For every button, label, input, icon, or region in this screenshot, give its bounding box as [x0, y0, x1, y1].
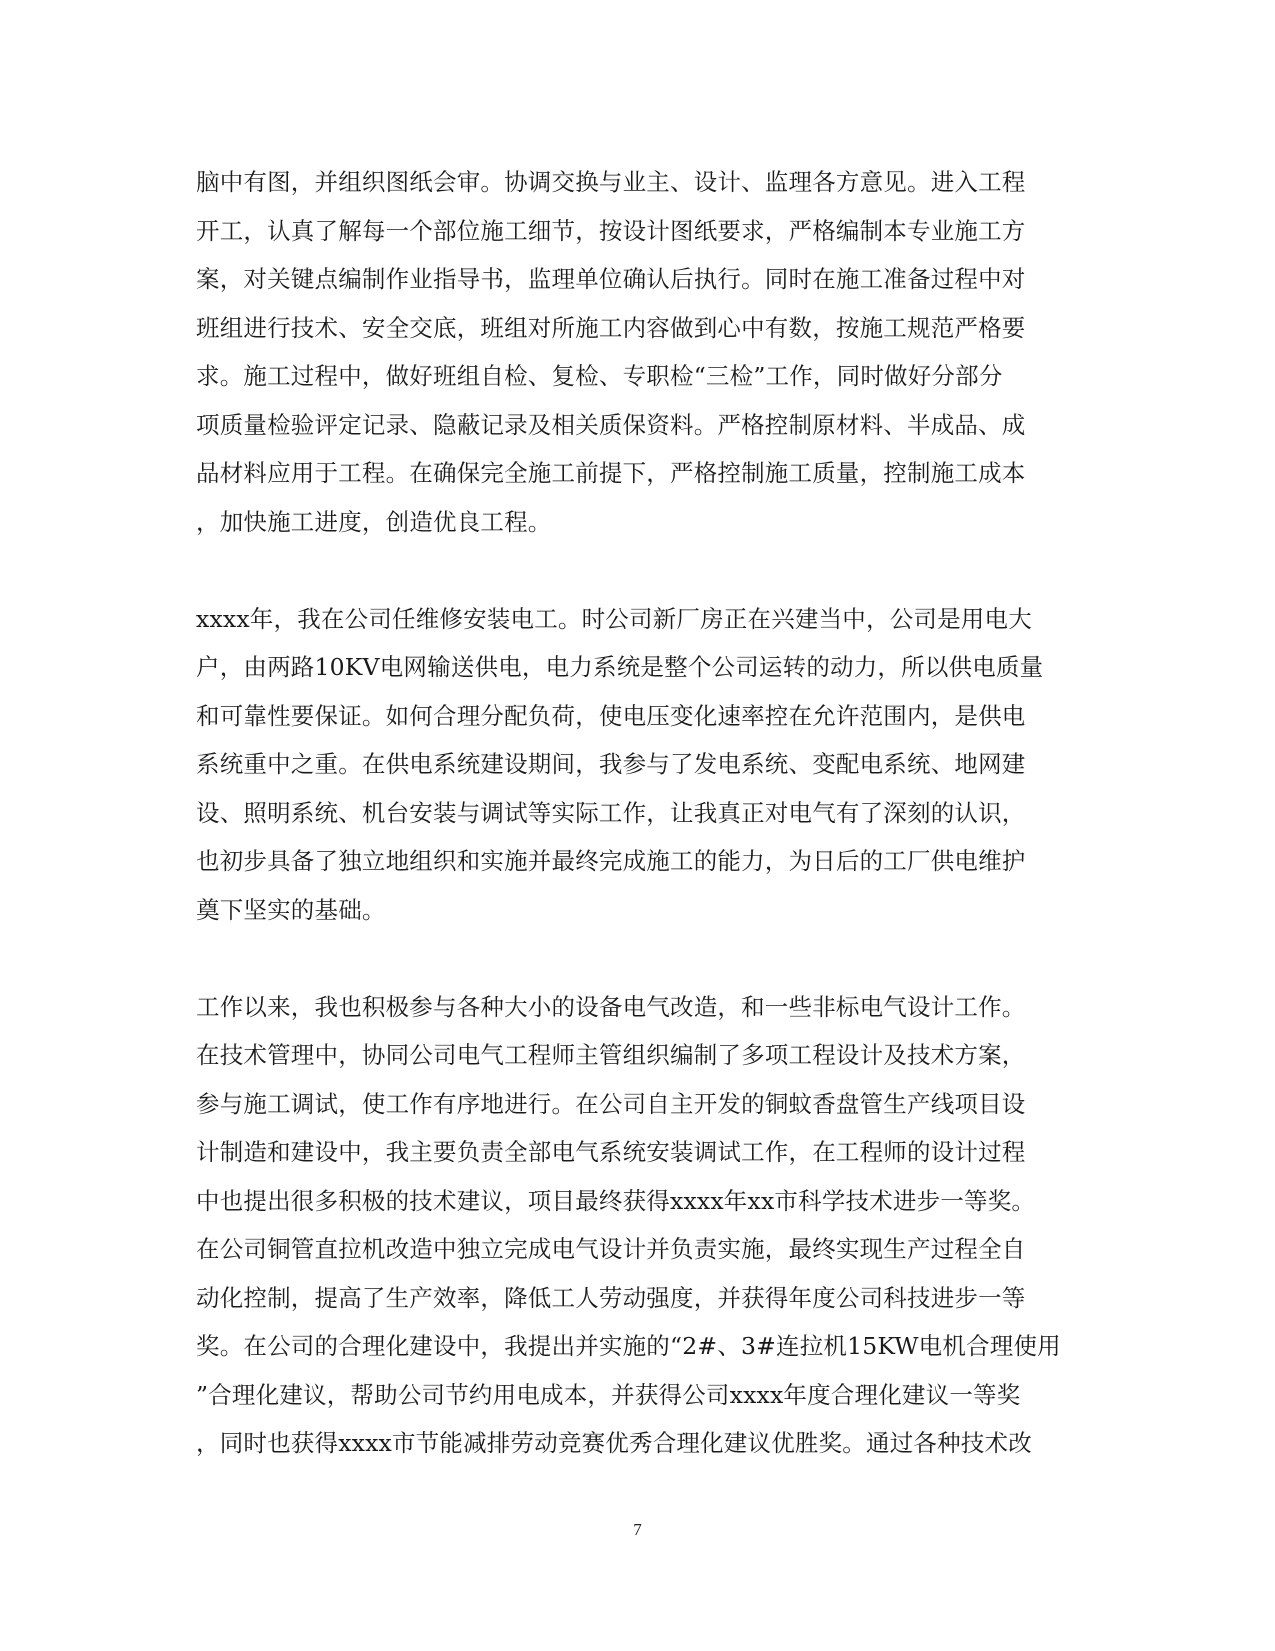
text-line: ，加快施工进度，创造优良工程。	[196, 507, 552, 536]
text-line: ”合理化建议，帮助公司节约用电成本，并获得公司xxxx年度合理化建议一等奖	[196, 1380, 1021, 1409]
paragraph-2	[196, 595, 1076, 935]
body-text	[196, 158, 1076, 1468]
text-line: 班组进行技术、安全交底，班组对所施工内容做到心中有数，按施工规范严格要	[196, 313, 1026, 342]
text-line: 开工，认真了解每一个部位施工细节，按设计图纸要求，严格编制本专业施工方	[196, 216, 1026, 245]
text-line: 户，由两路10KV电网输送供电，电力系统是整个公司运转的动力，所以供电质量	[196, 653, 1044, 681]
paragraph-spacer	[196, 546, 1076, 595]
text-line: ，同时也获得xxxx市节能减排劳动竞赛优秀合理化建议优胜奖。通过各种技术改	[196, 1429, 1032, 1457]
text-line: 品材料应用于工程。在确保完全施工前提下，严格控制施工质量，控制施工成本	[196, 459, 1026, 487]
text-line: 中也提出很多积极的技术建议，项目最终获得xxxx年xx市科学技术进步一等奖。	[196, 1186, 1036, 1215]
text-line: 求。施工过程中，做好班组自检、复检、专职检“三检”工作，同时做好分部分	[196, 362, 1003, 390]
text-line: 和可靠性要保证。如何合理分配负荷，使电压变化速率控在允许范围内，是供电	[196, 701, 1026, 730]
text-line: 脑中有图，并组织图纸会审。协调交换与业主、设计、监理各方意见。进入工程	[196, 168, 1026, 196]
text-line: 参与施工调试，使工作有序地进行。在公司自主开发的铜蚊香盘管生产线项目设	[196, 1089, 1026, 1118]
page-number: 7	[633, 1520, 642, 1539]
paragraph-1	[196, 158, 1076, 546]
paragraph-spacer	[196, 934, 1076, 983]
text-line: 奠下坚实的基础。	[196, 895, 386, 924]
paragraph-3	[196, 983, 1076, 1468]
text-line: 动化控制，提高了生产效率，降低工人劳动强度，并获得年度公司科技进步一等	[196, 1283, 1026, 1312]
text-line: 系统重中之重。在供电系统建设期间，我参与了发电系统、变配电系统、地网建	[196, 750, 1026, 778]
text-line: 设、照明系统、机台安装与调试等实际工作，让我真正对电气有了深刻的认识，	[196, 798, 1026, 827]
text-line: 计制造和建设中，我主要负责全部电气系统安装调试工作，在工程师的设计过程	[196, 1138, 1026, 1166]
text-line: xxxx年，我在公司任维修安装电工。时公司新厂房正在兴建当中，公司是用电大	[196, 604, 1032, 633]
text-line: 项质量检验评定记录、隐蔽记录及相关质保资料。严格控制原材料、半成品、成	[196, 410, 1026, 439]
text-line: 案，对关键点编制作业指导书，监理单位确认后执行。同时在施工准备过程中对	[196, 265, 1026, 293]
text-line: 在公司铜管直拉机改造中独立完成电气设计并负责实施，最终实现生产过程全自	[196, 1235, 1026, 1263]
text-line: 也初步具备了独立地组织和实施并最终完成施工的能力，为日后的工厂供电维护	[196, 847, 1026, 875]
text-line: 奖。在公司的合理化建设中，我提出并实施的“2#、3#连拉机15KW电机合理使用	[196, 1332, 1061, 1360]
text-line: 工作以来，我也积极参与各种大小的设备电气改造，和一些非标电气设计工作。	[196, 992, 1026, 1021]
text-line: 在技术管理中，协同公司电气工程师主管组织编制了多项工程设计及技术方案，	[196, 1041, 1026, 1069]
